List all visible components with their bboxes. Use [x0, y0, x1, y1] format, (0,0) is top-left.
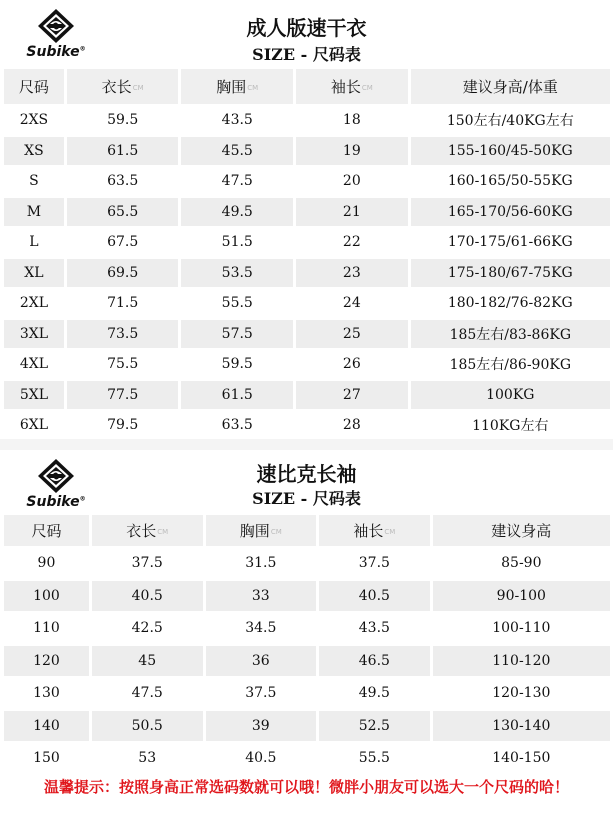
table-cell: 175-180/67-75KG: [409, 258, 611, 289]
table-cell: 69.5: [65, 258, 180, 289]
table-cell: 42.5: [90, 612, 204, 645]
table-cell: 33: [204, 580, 318, 613]
unit-label: CM: [157, 527, 169, 536]
table-cell: 45.5: [180, 136, 295, 167]
table-cell: 100-110: [431, 612, 611, 645]
unit-label: CM: [132, 83, 144, 92]
table-cell: 49.5: [318, 677, 432, 710]
table-cell: 79.5: [65, 410, 180, 441]
header-row: [4, 515, 612, 547]
section-divider: [0, 439, 613, 450]
column-header: [431, 515, 611, 547]
table-cell: 43.5: [180, 105, 295, 136]
table-cell: 47.5: [90, 677, 204, 710]
table-row: [4, 136, 612, 167]
column-header-label: 尺码: [31, 522, 62, 540]
table-row: [4, 227, 612, 258]
brand-name: Subike®: [26, 44, 86, 60]
table-row: [4, 547, 612, 580]
table-cell: 140: [4, 710, 90, 743]
column-header: [295, 69, 410, 105]
column-header-label: 胸围: [239, 522, 270, 540]
unit-label: CM: [384, 527, 396, 536]
table-cell: 165-170/56-60KG: [409, 197, 611, 228]
table-cell: 23: [295, 258, 410, 289]
table-row: [4, 349, 612, 380]
column-header-label: 建议身高/体重: [462, 78, 558, 96]
table-cell: M: [4, 197, 65, 228]
table-row: [4, 410, 612, 441]
table-cell: 55.5: [318, 742, 432, 775]
table-row: [4, 677, 612, 710]
table-cell: 185左右/83-86KG: [409, 319, 611, 350]
table-cell: 39: [204, 710, 318, 743]
table-cell: 47.5: [180, 166, 295, 197]
table-cell: 130-140: [431, 710, 611, 743]
column-header: [204, 515, 318, 547]
table-cell: 34.5: [204, 612, 318, 645]
table-row: [4, 612, 612, 645]
table-cell: 63.5: [65, 166, 180, 197]
table-cell: 150左右/40KG左右: [409, 105, 611, 136]
table-cell: 120-130: [431, 677, 611, 710]
table-cell: 90-100: [431, 580, 611, 613]
column-header-label: 尺码: [18, 78, 49, 96]
table-cell: 26: [295, 349, 410, 380]
table-row: [4, 710, 612, 743]
table-cell: 85-90: [431, 547, 611, 580]
table-cell: 110-120: [431, 645, 611, 678]
table-cell: 90: [4, 547, 90, 580]
table-row: [4, 197, 612, 228]
unit-label: CM: [270, 527, 282, 536]
column-header-label: 建议身高: [491, 522, 552, 540]
table-cell: 25: [295, 319, 410, 350]
table-cell: XL: [4, 258, 65, 289]
table-cell: 20: [295, 166, 410, 197]
table-row: [4, 319, 612, 350]
table-cell: XS: [4, 136, 65, 167]
column-header-label: 衣长: [126, 522, 157, 540]
table-cell: 75.5: [65, 349, 180, 380]
table-cell: 140-150: [431, 742, 611, 775]
table-cell: 37.5: [318, 547, 432, 580]
table-cell: 57.5: [180, 319, 295, 350]
table-cell: 6XL: [4, 410, 65, 441]
column-header-label: 衣长: [101, 78, 132, 96]
table-cell: 77.5: [65, 380, 180, 411]
table-row: [4, 105, 612, 136]
table-cell: 185左右/86-90KG: [409, 349, 611, 380]
table-cell: 53: [90, 742, 204, 775]
table-row: [4, 288, 612, 319]
adult-size-table: [4, 69, 613, 442]
table-cell: 22: [295, 227, 410, 258]
kids-title: 速比克长袖: [256, 462, 357, 486]
kids-size-table: [4, 515, 613, 776]
table-cell: 150: [4, 742, 90, 775]
table-cell: 4XL: [4, 349, 65, 380]
table-cell: 110: [4, 612, 90, 645]
column-header-label: 袖长: [353, 522, 384, 540]
column-header: [409, 69, 611, 105]
table-cell: 50.5: [90, 710, 204, 743]
column-header: [318, 515, 432, 547]
table-cell: 40.5: [318, 580, 432, 613]
table-cell: 52.5: [318, 710, 432, 743]
adult-title: 成人版速干衣: [246, 16, 367, 40]
table-cell: 3XL: [4, 319, 65, 350]
table-cell: 37.5: [204, 677, 318, 710]
table-cell: 40.5: [90, 580, 204, 613]
table-cell: 61.5: [180, 380, 295, 411]
table-cell: 19: [295, 136, 410, 167]
brand-name: Subike®: [26, 494, 86, 510]
table-cell: 51.5: [180, 227, 295, 258]
adult-subtitle: SIZE - 尺码表: [252, 45, 361, 64]
table-cell: 100: [4, 580, 90, 613]
table-cell: 71.5: [65, 288, 180, 319]
table-cell: 120: [4, 645, 90, 678]
table-cell: 36: [204, 645, 318, 678]
table-cell: 40.5: [204, 742, 318, 775]
table-cell: 67.5: [65, 227, 180, 258]
unit-label: CM: [247, 83, 259, 92]
table-cell: 49.5: [180, 197, 295, 228]
table-cell: 110KG左右: [409, 410, 611, 441]
table-cell: L: [4, 227, 65, 258]
unit-label: CM: [361, 83, 373, 92]
table-cell: 63.5: [180, 410, 295, 441]
table-cell: S: [4, 166, 65, 197]
table-cell: 53.5: [180, 258, 295, 289]
table-row: [4, 645, 612, 678]
table-cell: 130: [4, 677, 90, 710]
table-cell: 59.5: [65, 105, 180, 136]
table-row: [4, 742, 612, 775]
table-cell: 170-175/61-66KG: [409, 227, 611, 258]
table-cell: 24: [295, 288, 410, 319]
table-row: [4, 380, 612, 411]
header-row: [4, 69, 612, 105]
column-header-label: 胸围: [216, 78, 247, 96]
table-cell: 73.5: [65, 319, 180, 350]
table-cell: 37.5: [90, 547, 204, 580]
table-cell: 43.5: [318, 612, 432, 645]
table-cell: 59.5: [180, 349, 295, 380]
column-header: [4, 515, 90, 547]
table-cell: 27: [295, 380, 410, 411]
table-cell: 2XS: [4, 105, 65, 136]
table-row: [4, 166, 612, 197]
table-row: [4, 258, 612, 289]
table-cell: 5XL: [4, 380, 65, 411]
column-header: [4, 69, 65, 105]
table-cell: 18: [295, 105, 410, 136]
table-cell: 31.5: [204, 547, 318, 580]
tip-note: 温馨提示：按照身高正常选码数就可以哦！微胖小朋友可以选大一个尺码的哈！: [43, 778, 569, 796]
table-cell: 21: [295, 197, 410, 228]
table-cell: 46.5: [318, 645, 432, 678]
column-header-label: 袖长: [330, 78, 361, 96]
table-cell: 155-160/45-50KG: [409, 136, 611, 167]
table-cell: 160-165/50-55KG: [409, 166, 611, 197]
table-cell: 65.5: [65, 197, 180, 228]
column-header: [65, 69, 180, 105]
table-cell: 61.5: [65, 136, 180, 167]
table-cell: 180-182/76-82KG: [409, 288, 611, 319]
table-row: [4, 580, 612, 613]
column-header: [90, 515, 204, 547]
table-cell: 28: [295, 410, 410, 441]
kids-subtitle: SIZE - 尺码表: [252, 489, 361, 508]
table-cell: 45: [90, 645, 204, 678]
table-cell: 100KG: [409, 380, 611, 411]
column-header: [180, 69, 295, 105]
table-cell: 2XL: [4, 288, 65, 319]
table-cell: 55.5: [180, 288, 295, 319]
